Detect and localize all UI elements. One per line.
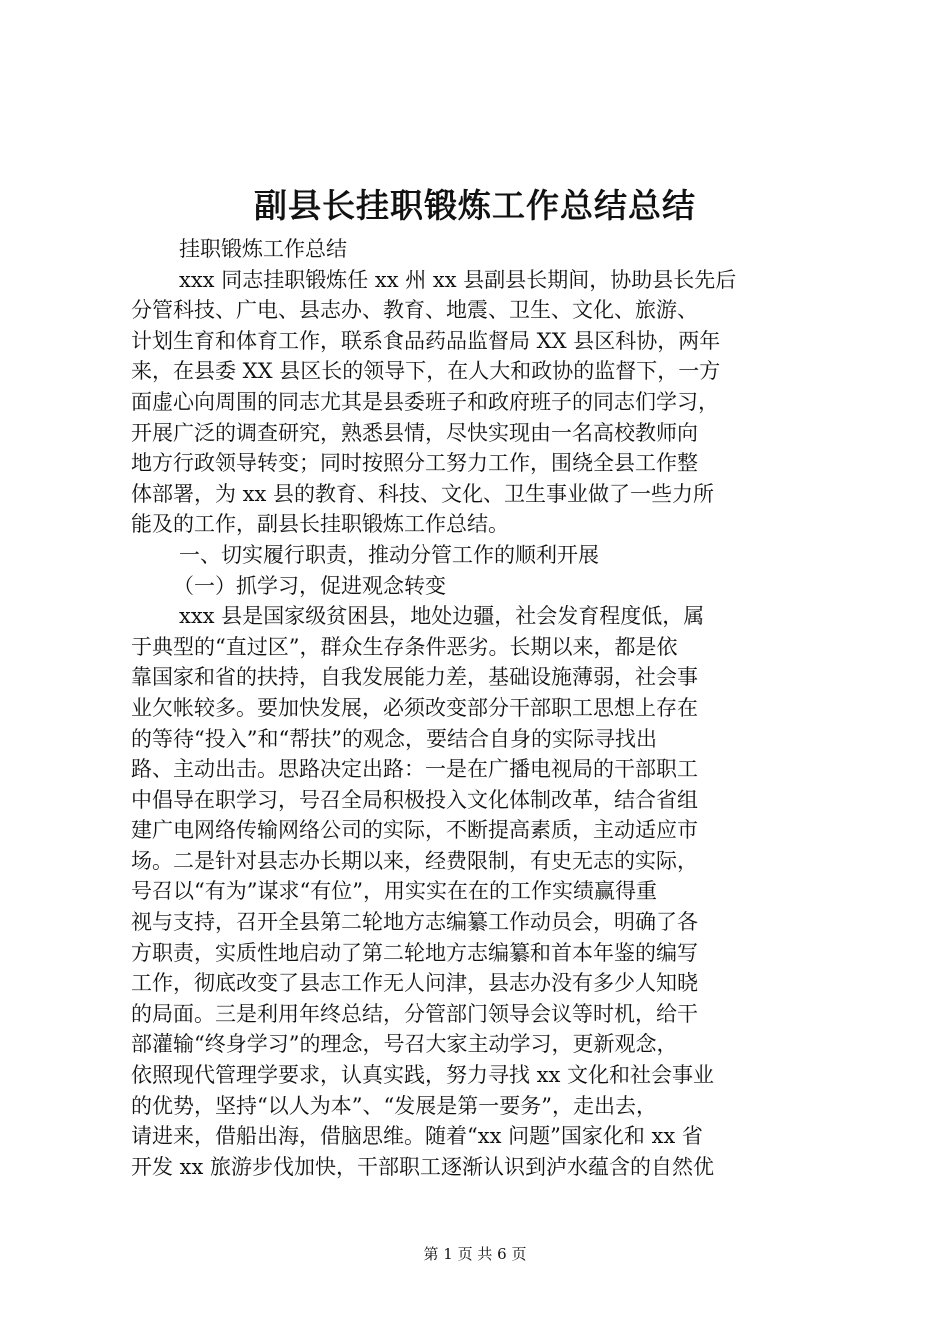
paragraph-line: 开发 xx 旅游步伐加快，干部职工逐渐认识到泸水蕴含的自然优 (131, 1154, 715, 1179)
paragraph-line: 业欠帐较多。要加快发展，必须改变部分干部职工思想上存在 (131, 695, 698, 720)
paragraph-line: 体部署，为 xx 县的教育、科技、文化、卫生事业做了一些力所 (131, 481, 715, 506)
section-heading: 一、切实履行职责，推动分管工作的顺利开展 (179, 542, 599, 567)
paragraph-line: 的等待“投入”和“帮扶”的观念，要结合自身的实际寻找出 (131, 726, 657, 751)
paragraph-line: 分管科技、广电、县志办、教育、地震、卫生、文化、旅游、 (131, 298, 698, 323)
paragraph-line: 地方行政领导转变；同时按照分工努力工作，围绕全县工作整 (131, 451, 698, 476)
paragraph-line: 号召以“有为”谋求“有位”，用实实在在的工作实绩赢得重 (131, 879, 657, 904)
paragraph-line: 请进来，借船出海，借脑思维。随着“xx 问题”国家化和 xx 省 (131, 1124, 703, 1149)
document-body (131, 234, 831, 1182)
paragraph-line: 视与支持，召开全县第二轮地方志编纂工作动员会，明确了各 (131, 910, 698, 935)
paragraph-line: 靠国家和省的扶持，自我发展能力差，基础设施薄弱，社会事 (131, 665, 698, 690)
paragraph-line: 的优势，坚持“以人为本”、“发展是第一要务”，走出去， (131, 1093, 657, 1118)
paragraph-line: 开展广泛的调查研究，熟悉县情，尽快实现由一名高校教师向 (131, 420, 698, 445)
subsection-heading: （一）抓学习，促进观念转变 (173, 573, 446, 598)
paragraph-line: 来，在县委 XX 县区长的领导下，在人大和政协的监督下，一方 (131, 359, 721, 384)
page-footer (0, 1244, 950, 1264)
paragraph-line: xxx 县是国家级贫困县，地处边疆，社会发育程度低，属 (179, 604, 705, 629)
paragraph-line: xxx 同志挂职锻炼任 xx 州 xx 县副县长期间，协助县长先后 (179, 267, 737, 292)
paragraph-line: 的局面。三是利用年终总结，分管部门领导会议等时机，给干 (131, 1001, 698, 1026)
paragraph-line: 于典型的“直过区”，群众生存条件恶劣。长期以来，都是依 (131, 634, 678, 659)
document-title: 副县长挂职锻炼工作总结总结 (254, 186, 696, 225)
paragraph-line: 路、主动出击。思路决定出路：一是在广播电视局的干部职工 (131, 757, 698, 782)
paragraph-line: 部灌输“终身学习”的理念，号召大家主动学习，更新观念， (131, 1032, 678, 1057)
paragraph-line: 工作，彻底改变了县志工作无人问津，县志办没有多少人知晓 (131, 971, 698, 996)
paragraph-line: 面虚心向周围的同志尤其是县委班子和政府班子的同志们学习， (131, 389, 719, 414)
page-number: 第 1 页 共 6 页 (423, 1245, 527, 1263)
paragraph-line: 计划生育和体育工作，联系食品药品监督局 XX 县区科协，两年 (131, 328, 721, 353)
paragraph-line: 中倡导在职学习，号召全局积极投入文化体制改革，结合省组 (131, 787, 698, 812)
paragraph-line: 方职责，实质性地启动了第二轮地方志编纂和首本年鉴的编写 (131, 940, 698, 965)
subtitle-line: 挂职锻炼工作总结 (179, 237, 347, 261)
paragraph-line: 建广电网络传输网络公司的实际，不断提高素质，主动适应市 (131, 818, 698, 843)
paragraph-line: 场。二是针对县志办长期以来，经费限制，有史无志的实际， (131, 848, 698, 873)
paragraph-line: 依照现代管理学要求，认真实践，努力寻找 xx 文化和社会事业 (131, 1063, 715, 1088)
paragraph-line: 能及的工作，副县长挂职锻炼工作总结。 (131, 512, 509, 537)
